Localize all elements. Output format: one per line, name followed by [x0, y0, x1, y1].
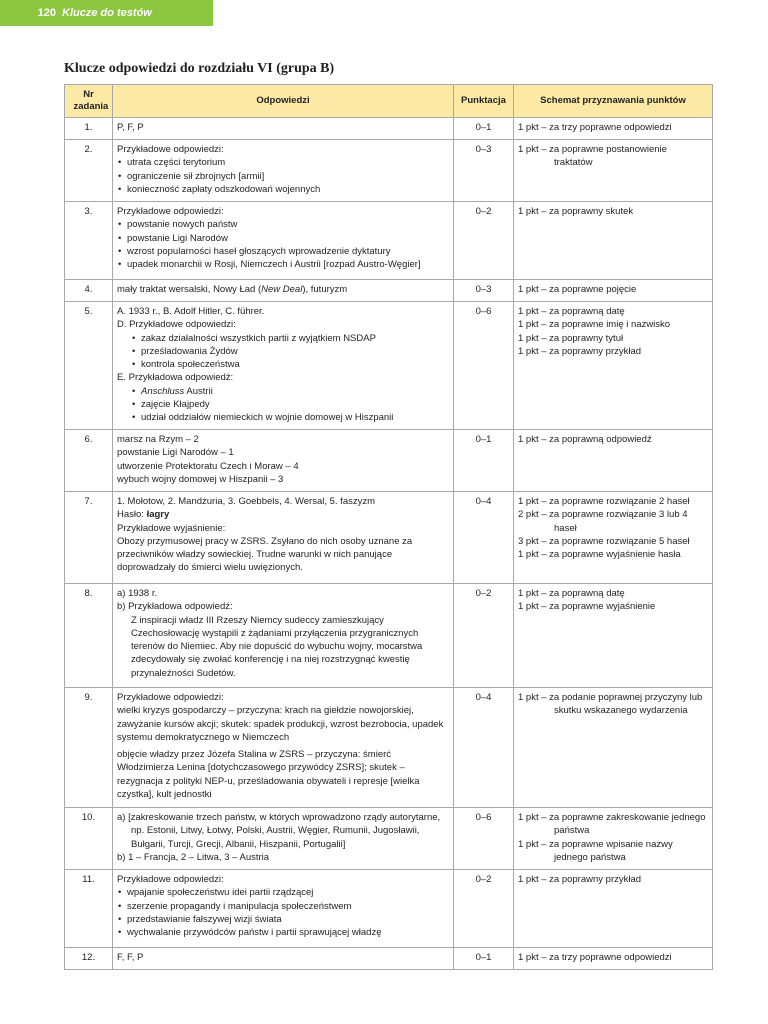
answer-cell: marsz na Rzym – 2 powstanie Ligi Narodów – 1 utworzenie Protektoratu Czech i Moraw – 4 wybuch wojny domowej w Hiszpanii – 3	[113, 430, 454, 492]
task-number: 8.	[65, 584, 113, 688]
scheme-cell: 1 pkt – za poprawną odpowiedź	[514, 430, 713, 492]
points-cell: 0–1	[454, 948, 514, 970]
scheme-cell: 1 pkt – za poprawne zakreskowanie jednego państwa 1 pkt – za poprawne wpisanie nazwy jednego państwa	[514, 808, 713, 870]
header-points: Punktacja	[454, 85, 514, 118]
scheme-cell: 1 pkt – za trzy poprawne odpowiedzi	[514, 118, 713, 140]
task-number: 12.	[65, 948, 113, 970]
points-cell: 0–2	[454, 870, 514, 948]
list-item: • zajęcie Kłajpedy	[141, 398, 449, 411]
scheme-cell: 1 pkt – za poprawny przykład	[514, 870, 713, 948]
list-item: • wzrost popularności haseł głoszących wprowadzenie dyktatury	[127, 245, 449, 258]
task-number: 4.	[65, 280, 113, 302]
list-item: • wpajanie społeczeństwu idei partii rządzącej	[127, 886, 449, 899]
header-title: Klucze do testów	[62, 7, 152, 19]
points-cell: 0–4	[454, 492, 514, 584]
table-row	[65, 688, 713, 808]
table-row	[65, 202, 713, 280]
table-row	[65, 302, 713, 430]
list-item: • konieczność zapłaty odszkodowań wojennych	[127, 183, 449, 196]
answer-cell: 1. Mołotow, 2. Mandżuria, 3. Goebbels, 4. Wersal, 5. faszyzm Hasło: łagry Przykładowe wyjaśnienie: Obozy przymusowej pracy w ZSRS. Zsyłano do nich osoby uznane za przeciwników władzy sowieckiej. Trudne warunki w nich panujące doprowadzały do śmierci wielu uwięzionych.	[113, 492, 454, 584]
table-row	[65, 492, 713, 584]
answer-cell: P, F, P	[113, 118, 454, 140]
scheme-cell: 1 pkt – za poprawną datę 1 pkt – za poprawne wyjaśnienie	[514, 584, 713, 688]
answer-cell: a) 1938 r. b) Przykładowa odpowiedź: Z inspiracji władz III Rzeszy Niemcy sudeccy zamieszkujący Czechosłowację wystąpili z żądaniami przyłączenia przygranicznych terenów do Niemiec. Aby nie dopuścić do wybuchu wojny, mocarstwa zdecydowały się zwołać konferencję i na niej rozstrzygnąć kwestię przynależności Sudetów.	[113, 584, 454, 688]
list-item: • zakaz działalności wszystkich partii z wyjątkiem NSDAP	[141, 332, 449, 345]
list-item: • udział oddziałów niemieckich w wojnie domowej w Hiszpanii	[141, 411, 449, 424]
header-nr: Nr zadania	[65, 85, 113, 118]
scheme-cell: 1 pkt – za podanie poprawnej przyczyny lub skutku wskazanego wydarzenia	[514, 688, 713, 808]
points-cell: 0–6	[454, 302, 514, 430]
task-number: 7.	[65, 492, 113, 584]
points-cell: 0–3	[454, 280, 514, 302]
task-number: 3.	[65, 202, 113, 280]
answer-cell: Przykładowe odpowiedzi: • utrata części terytorium • ograniczenie sił zbrojnych [armii] • konieczność zapłaty odszkodowań wojennych	[113, 140, 454, 202]
table-row	[65, 870, 713, 948]
table-row	[65, 430, 713, 492]
table-header-row	[65, 85, 713, 118]
scheme-cell: 1 pkt – za poprawne postanowienie traktatów	[514, 140, 713, 202]
header-answers: Odpowiedzi	[113, 85, 454, 118]
list-item: • Anschluss Austrii	[141, 385, 449, 398]
task-number: 6.	[65, 430, 113, 492]
task-number: 10.	[65, 808, 113, 870]
list-item: • powstanie nowych państw	[127, 218, 449, 231]
scheme-cell: 1 pkt – za poprawny skutek	[514, 202, 713, 280]
scheme-cell: 1 pkt – za trzy poprawne odpowiedzi	[514, 948, 713, 970]
header-bar	[0, 0, 213, 26]
points-cell: 0–6	[454, 808, 514, 870]
table-row	[65, 808, 713, 870]
list-item: • ograniczenie sił zbrojnych [armii]	[127, 170, 449, 183]
answer-cell: A. 1933 r., B. Adolf Hitler, C. führer. D. Przykładowe odpowiedzi: • zakaz działalności wszystkich partii z wyjątkiem NSDAP • prześladowania Żydów • kontrola społeczeństwa E. Przykładowa odpowiedź: • Anschluss Austrii • zajęcie Kłajpedy • udział oddziałów niemieckich w wojnie domowej w Hiszpanii	[113, 302, 454, 430]
task-number: 2.	[65, 140, 113, 202]
page-number: 120	[37, 7, 56, 19]
page-title: Klucze odpowiedzi do rozdziału VI (grupa B)	[64, 61, 335, 76]
list-item: • wychwalanie przywódców państw i partii sprawującej władzę	[127, 926, 449, 939]
task-number: 11.	[65, 870, 113, 948]
list-item: • prześladowania Żydów	[141, 345, 449, 358]
table-row	[65, 280, 713, 302]
list-item: • szerzenie propagandy i manipulacja społeczeństwem	[127, 900, 449, 913]
table-row	[65, 118, 713, 140]
table-row	[65, 140, 713, 202]
points-cell: 0–1	[454, 430, 514, 492]
list-item: • utrata części terytorium	[127, 156, 449, 169]
points-cell: 0–1	[454, 118, 514, 140]
task-number: 9.	[65, 688, 113, 808]
table-row	[65, 584, 713, 688]
scheme-cell: 1 pkt – za poprawne rozwiązanie 2 haseł 2 pkt – za poprawne rozwiązanie 3 lub 4 haseł 3 pkt – za poprawne rozwiązanie 5 haseł 1 pkt – za poprawne wyjaśnienie hasła	[514, 492, 713, 584]
scheme-cell: 1 pkt – za poprawną datę 1 pkt – za poprawne imię i nazwisko 1 pkt – za poprawny tytuł 1 pkt – za poprawny przykład	[514, 302, 713, 430]
scheme-cell: 1 pkt – za poprawne pojęcie	[514, 280, 713, 302]
points-cell: 0–4	[454, 688, 514, 808]
header-scheme: Schemat przyznawania punktów	[514, 85, 713, 118]
task-number: 1.	[65, 118, 113, 140]
list-item: • upadek monarchii w Rosji, Niemczech i Austrii [rozpad Austro-Węgier]	[127, 258, 449, 271]
points-cell: 0–3	[454, 140, 514, 202]
list-item: • kontrola społeczeństwa	[141, 358, 449, 371]
answer-cell: Przykładowe odpowiedzi: • powstanie nowych państw • powstanie Ligi Narodów • wzrost popularności haseł głoszących wprowadzenie dyktatury • upadek monarchii w Rosji, Niemczech i Austrii [rozpad Austro-Węgier]	[113, 202, 454, 280]
list-item: • przedstawianie fałszywej wizji świata	[127, 913, 449, 926]
task-number: 5.	[65, 302, 113, 430]
table-row	[65, 948, 713, 970]
answer-key-table	[64, 84, 713, 970]
answer-cell: a) [zakreskowanie trzech państw, w których wprowadzono rządy autorytarne, np. Estonii, Litwy, Łotwy, Polski, Austrii, Węgier, Rumunii, Jugosławii, Bułgarii, Turcji, Grecji, Albanii, Hiszpanii, Portugalii] b) 1 – Francja, 2 – Litwa, 3 – Austria	[113, 808, 454, 870]
list-item: • powstanie Ligi Narodów	[127, 232, 449, 245]
answer-cell: Przykładowe odpowiedzi: • wpajanie społeczeństwu idei partii rządzącej • szerzenie propagandy i manipulacja społeczeństwem • przedstawianie fałszywej wizji świata • wychwalanie przywódców państw i partii sprawującej władzę	[113, 870, 454, 948]
points-cell: 0–2	[454, 584, 514, 688]
points-cell: 0–2	[454, 202, 514, 280]
answer-cell: mały traktat wersalski, Nowy Ład (New Deal), futuryzm	[113, 280, 454, 302]
answer-cell: Przykładowe odpowiedzi: wielki kryzys gospodarczy – przyczyna: krach na giełdzie nowojorskiej, zawyżanie kursów akcji; skutek: spadek produkcji, wzrost bezrobocia, upadek systemu demokratycznego w Niemczech objęcie władzy przez Józefa Stalina w ZSRS – przyczyna: śmierć Włodzimierza Lenina [dotychczasowego przywódcy ZSRS]; skutek – rezygnacja z polityki NEP-u, prześladowania obywateli i represje [wielka czystka], kult jednostki	[113, 688, 454, 808]
answer-cell: F, F, P	[113, 948, 454, 970]
